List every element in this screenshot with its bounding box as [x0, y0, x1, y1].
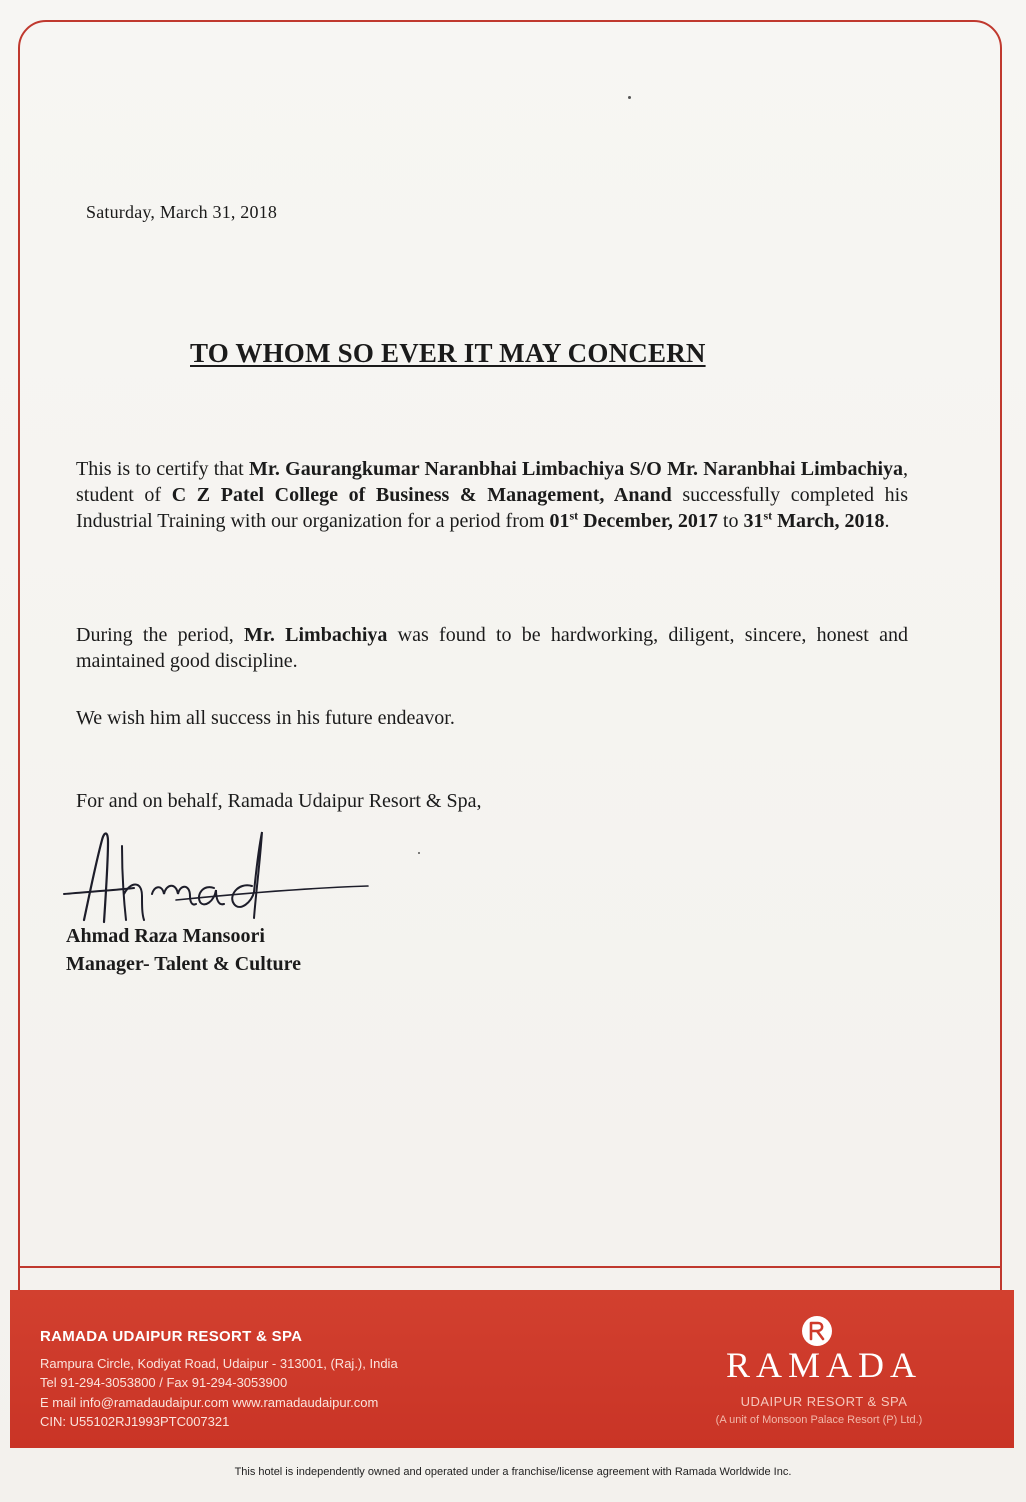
letter-heading: TO WHOM SO EVER IT MAY CONCERN — [190, 338, 706, 368]
student-name: Mr. Gaurangkumar Naranbhai Limbachiya S/O Mr. Naranbhai Limbachiya — [248, 458, 904, 480]
hotel-name: RAMADA UDAIPUR RESORT & SPA — [40, 1328, 303, 1345]
letterhead-footer — [10, 1290, 1014, 1448]
scan-speck — [628, 96, 631, 99]
end-date: 31st March, 2018 — [743, 508, 885, 532]
brand-note: (A unit of Monsoon Palace Resort (P) Ltd.) — [715, 1414, 923, 1426]
hotel-phone: Tel 91-294-3053800 / Fax 91-294-3053900 — [40, 1375, 288, 1390]
start-date: 01st December, 2017 — [549, 508, 718, 532]
behalf-line: For and on behalf, Ramada Udaipur Resort & Spa, — [76, 790, 482, 812]
certification-paragraph: This is to certify that Mr. Gaurangkumar Naranbhai Limbachiya S/O Mr. Naranbhai Limbachiya, student of C Z Patel College of Business & Management, Anand successfully completed his Industrial Training with our organization for a period from 01st December, 2017 to 31st March, 2018. — [76, 458, 909, 532]
ramada-logo-icon — [800, 1314, 834, 1348]
frame-divider — [18, 1266, 1002, 1268]
hotel-email-web: E mail info@ramadaudaipur.com www.ramadaudaipur.com — [40, 1395, 379, 1410]
franchise-disclaimer: This hotel is independently owned and operated under a franchise/license agreement with Ramada Worldwide Inc. — [234, 1466, 792, 1478]
scan-speck — [418, 852, 420, 854]
letter-date: Saturday, March 31, 2018 — [86, 202, 278, 222]
brand-subtitle: UDAIPUR RESORT & SPA — [740, 1394, 908, 1409]
conduct-paragraph: During the period, Mr. Limbachiya was found to be hardworking, diligent, sincere, honest and maintained good discipline. — [76, 624, 908, 672]
wishes-paragraph: We wish him all success in his future endeavor. — [76, 707, 455, 729]
handwritten-signature — [56, 822, 376, 932]
hotel-address: Rampura Circle, Kodiyat Road, Udaipur - 313001, (Raj.), India — [40, 1356, 398, 1371]
college-name: C Z Patel College of Business & Management, Anand — [171, 484, 672, 506]
brand-wordmark: RAMADA — [725, 1345, 922, 1385]
hotel-cin: CIN: U55102RJ1993PTC007321 — [40, 1414, 230, 1429]
signatory-name: Ahmad Raza Mansoori — [66, 925, 265, 947]
signatory-title: Manager- Talent & Culture — [66, 953, 301, 975]
